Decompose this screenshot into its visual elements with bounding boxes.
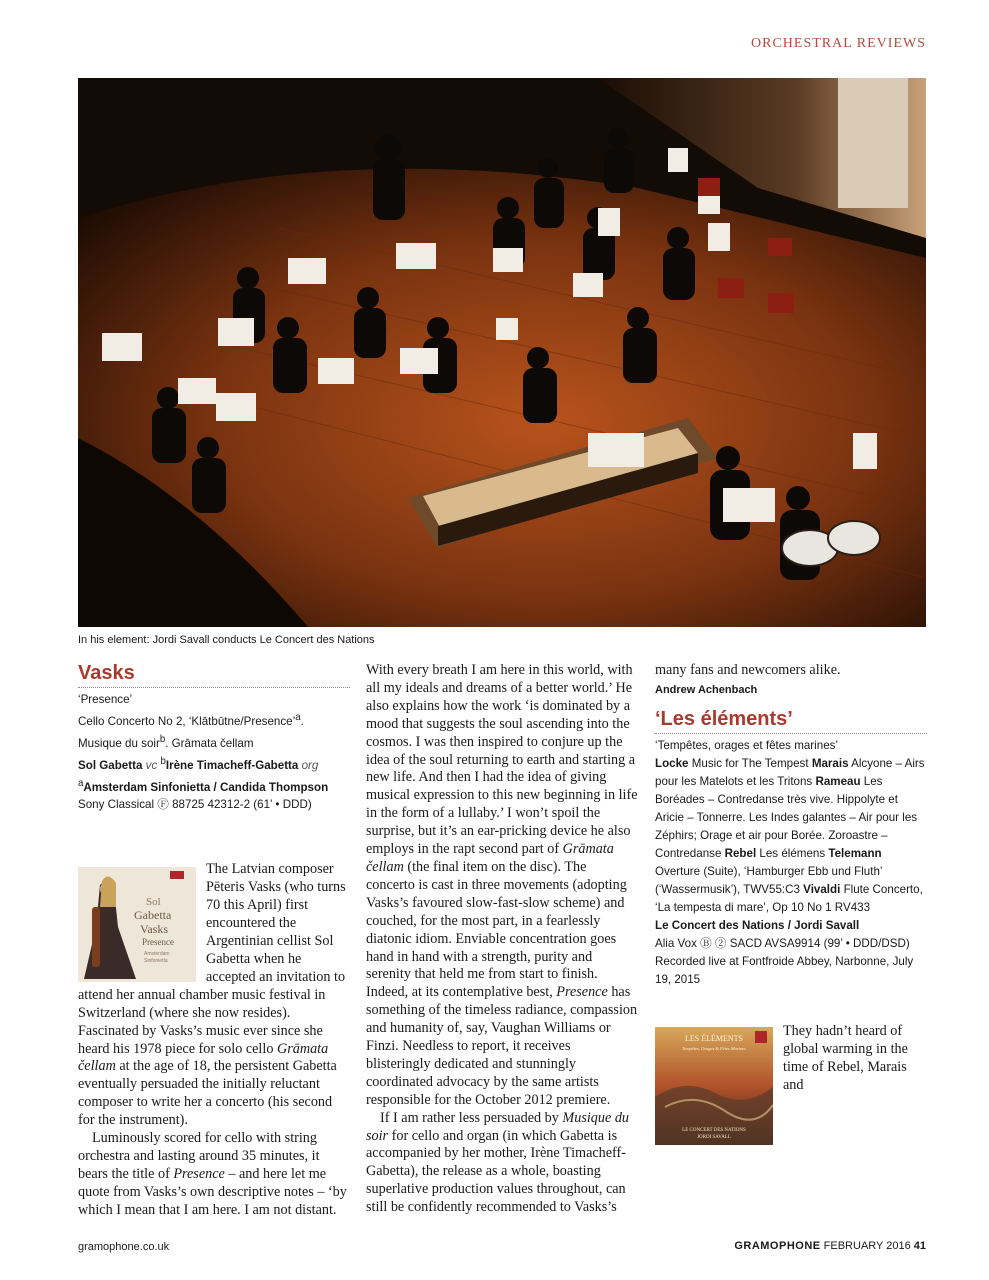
photo-caption: In his element: Jordi Savall conducts Le Concert des Nations	[78, 634, 375, 646]
album-cover-presence	[78, 867, 196, 982]
cover-title: LES ÉLÉMENTS	[685, 1033, 743, 1043]
review-title: ‘Les éléments’	[655, 708, 927, 734]
cover-ensemble-1: Amsterdam	[144, 951, 170, 958]
issue-date: FEBRUARY 2016	[820, 1240, 914, 1252]
works-list: Cello Concerto No 2, ‘Klātbūtne/Presence’$^a$. Musique du soir$^b$. Grāmata čellam	[78, 712, 304, 750]
cover-artist-last: Gabetta	[134, 908, 172, 923]
album-title: ‘Presence’	[78, 693, 133, 706]
cover-album: Presence	[142, 937, 174, 948]
review-vasks-column	[78, 662, 350, 1220]
cover-composer: Vasks	[140, 922, 169, 937]
page-footer	[734, 1240, 926, 1252]
magazine-brand: GRAMOPHONE	[734, 1240, 821, 1252]
page-number: 41	[913, 1240, 926, 1252]
orchestra-photo	[78, 78, 926, 627]
review-vasks-column-continued	[366, 662, 638, 1217]
review-title: Vasks	[78, 662, 350, 688]
review-paragraph-continued: With every breath I am here in this world, with all my ideals and dreams of a better world.’ He also explains how the work ‘is dominated by a mood that suggests the soul ascending into the cosmos. I was then inspired to conjure up the idea of the soul returning to earth and starting a new life. And then I had the idea of giving musical expression to this new beginning in life in the form of a lullaby.’ I won’t spoil the surprise, but it’s an ear-pricking device he also employs in the rapt second part of Grāmata čellam (the final item on the disc). The concerto is cast in three movements (adopting Vasks’s favoured slow-fast-slow scheme) and couched, for the most part, in a fearlessly diatonic idiom. Enviable concentration goes hand in hand with a strength, purity and serenity that held me from start to finish. Indeed, at its contemplative best, Presence has something of the timeless radiance, compassion and humanity of, say, Vaughan Williams or Finzi. Needless to report, it receives blisteringly dedicated and stunningly coordinated advocacy by the same artists responsible for the October 2012 premiere.	[366, 662, 638, 1108]
cover-ensemble: LE CONCERT DES NATIONS	[682, 1127, 746, 1133]
catalogue-label: Sony Classical Ⓕ 88725 42312-2 (61’ • DDD)	[78, 798, 312, 812]
section-label: ORCHESTRAL REVIEWS	[751, 36, 926, 51]
review-les-elements-column	[655, 662, 927, 1147]
works-list: Locke Music for The Tempest Marais Alcyone – Airs pour les Matelots et les Tritons Rameau Les Boréades – Contredanse très vive. Hippolyte et Aricie – Tonnerre. Les Indes galantes – Air pour les Zéphirs; Orage et air pour Borée. Zoroastre – Contredanse Rebel Les élémens Telemann Overture (Suite), ‘Hamburger Ebb und Fluth’ (‘Wassermusik’), TWV55:C3 Vivaldi Flute Concerto, ‘La tempesta di mare’, Op 10 No 1 RV433	[655, 756, 925, 914]
reviewer-name: Andrew Achenbach	[655, 683, 758, 696]
website-url: gramophone.co.uk	[78, 1241, 170, 1253]
review-paragraph: If I am rather less persuaded by Musique du soir for cello and organ (in which Gabetta is accompanied by her mother, Irène Timacheff-Gabetta), the release as a whole, boasting superlative production values throughout, can still be confidently recommended to Vasks’s	[366, 1109, 630, 1216]
cover-ensemble-2: Sinfonietta	[144, 958, 168, 965]
catalogue-label: Alia Vox Ⓑ ② SACD AVSA9914 (99’ • DDD/DSD)	[655, 936, 910, 950]
review-paragraph: They hadn’t heard of global warming in the time of Rebel, Marais and	[783, 1022, 908, 1093]
cover-conductor: JORDI SAVALL	[697, 1134, 731, 1140]
review-paragraph: The Latvian composer Pēteris Vasks (who turns 70 this April) first encountered the Argentinian cellist Sol Gabetta when he accepted an invitation to attend her annual chamber music festival in Switzerland (where she now resides). Fascinated by Vasks’s music ever since she heard his 1978 piece for solo cello Grāmata čellam at the age of 18, the persistent Gabetta eventually persuaded the initially reluctant composer to write her a concerto (his second for the instrument).	[78, 861, 346, 1129]
album-title: ‘Tempêtes, orages et fêtes marines’	[655, 738, 839, 752]
cover-artist-first: Sol	[146, 896, 161, 909]
performers: Sol Gabetta vc $^b$Irène Timacheff-Gabetta org	[78, 755, 319, 772]
recording-note: Recorded live at Fontfroide Abbey, Narbonne, July 19, 2015	[655, 954, 914, 986]
ensemble: Le Concert des Nations / Jordi Savall	[655, 918, 860, 932]
ensemble: $^a$Amsterdam Sinfonietta / Candida Thompson	[78, 777, 329, 794]
review-paragraph: Luminously scored for cello with string orchestra and lasting around 35 minutes, it bears the title of Presence – and here let me quote from Vasks’s own descriptive notes – ‘by which I mean that I am here. I am not distant.	[78, 1130, 347, 1218]
album-cover-les-elements	[655, 1027, 773, 1145]
cover-subtitle: Tempêtes, Orages & Fêtes Marines	[682, 1045, 746, 1051]
review-paragraph-continued: many fans and newcomers alike.	[655, 662, 841, 678]
